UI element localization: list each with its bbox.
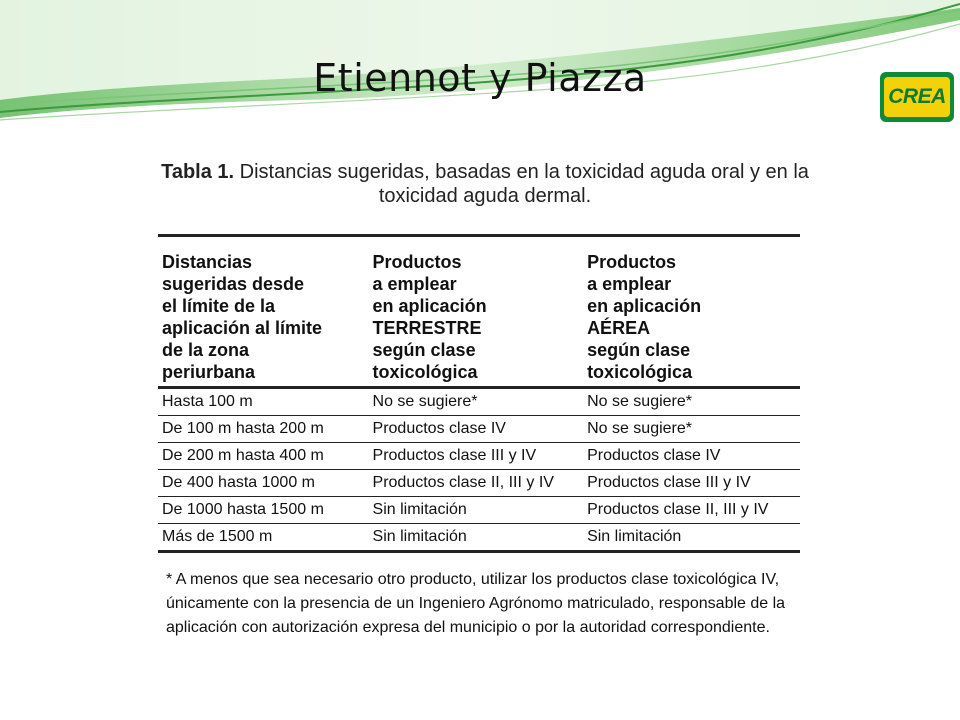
cell-terrestrial: Sin limitación (369, 524, 584, 552)
cell-distance: De 200 m hasta 400 m (158, 443, 369, 470)
cell-distance: Más de 1500 m (158, 524, 369, 552)
cell-aerial: No se sugiere* (583, 388, 800, 416)
cell-terrestrial: Productos clase III y IV (369, 443, 584, 470)
cell-distance: De 1000 hasta 1500 m (158, 497, 369, 524)
table-row (158, 416, 800, 443)
header-terrestrial: Productos a emplear en aplicación TERRESTRE según clase toxicológica (372, 252, 487, 382)
cell-aerial: No se sugiere* (583, 416, 800, 443)
cell-aerial: Productos clase III y IV (583, 470, 800, 497)
header-aerial: Productos a emplear en aplicación AÉREA según clase toxicológica (587, 252, 702, 382)
cell-terrestrial: Sin limitación (369, 497, 584, 524)
table-header-row (158, 236, 800, 388)
cell-terrestrial: Productos clase IV (369, 416, 584, 443)
crea-logo (880, 72, 954, 122)
table-caption-text: Distancias sugeridas, basadas en la toxicidad aguda oral y en la toxicidad aguda dermal. (234, 161, 809, 207)
crea-logo-text: CREA (884, 77, 950, 117)
table-caption (150, 160, 820, 208)
cell-terrestrial: No se sugiere* (369, 388, 584, 416)
cell-distance: De 400 hasta 1000 m (158, 470, 369, 497)
table-row (158, 388, 800, 416)
cell-distance: Hasta 100 m (158, 388, 369, 416)
table-row (158, 497, 800, 524)
table-footnote: * A menos que sea necesario otro producto, utilizar los productos clase toxicológica IV, únicamente con la presencia de un Ingeniero Agrónomo matriculado, responsable de la aplicación con autorización expresa del municipio o por la autoridad correspondiente. (166, 571, 786, 636)
cell-aerial: Productos clase IV (583, 443, 800, 470)
table-row (158, 524, 800, 552)
cell-terrestrial: Productos clase II, III y IV (369, 470, 584, 497)
distances-table (158, 234, 800, 553)
cell-distance: De 100 m hasta 200 m (158, 416, 369, 443)
table-caption-label: Tabla 1. (161, 161, 235, 183)
header-distances: Distancias sugeridas desde el límite de la aplicación al límite de la zona periurbana (162, 252, 323, 382)
table-row (158, 443, 800, 470)
slide-title: Etiennot y Piazza (313, 56, 647, 100)
cell-aerial: Sin limitación (583, 524, 800, 552)
cell-aerial: Productos clase II, III y IV (583, 497, 800, 524)
table-row (158, 470, 800, 497)
